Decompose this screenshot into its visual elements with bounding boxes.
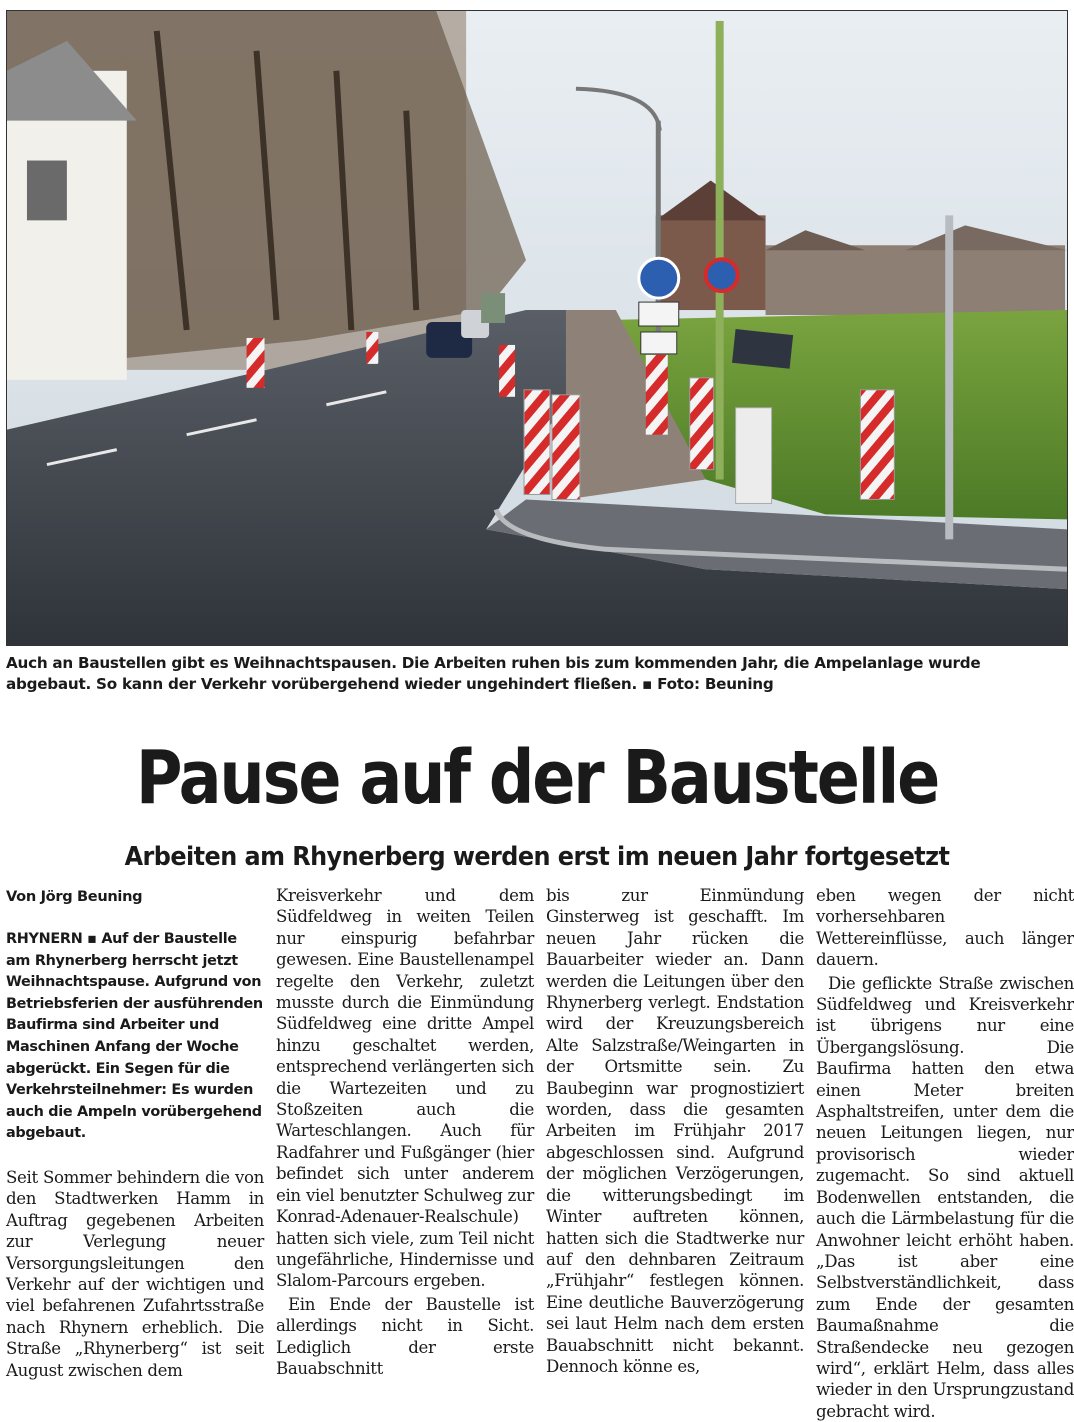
byline: Von Jörg Beuning <box>6 888 143 905</box>
article-photo <box>6 10 1068 646</box>
article-column-4 <box>816 885 1074 1422</box>
photo-caption: Auch an Baustellen gibt es Weihnachtspausen. Die Arbeiten ruhen bis zum kommenden Jahr, die Ampelanlage wurde abgebaut. So kann der Verkehr vorübergehend wieder ungehindert fließen. ▪ Foto: Beuning <box>6 654 981 693</box>
headline: Pause auf der Baustelle <box>135 735 939 821</box>
article-column-2 <box>276 885 534 1379</box>
article-column-3 <box>546 885 804 1377</box>
street-scene-image <box>7 11 1067 645</box>
subheadline: Arbeiten am Rhynerberg werden erst im neuen Jahr fortgesetzt <box>124 842 950 872</box>
body-paragraph: bis zur Einmündung Ginsterweg ist geschafft. Im neuen Jahr rücken die Bauarbeiter wieder an. Dann werden die Leitungen über den Rhynerberg verlegt. Endstation wird der Kreuzungsbereich Alte Salzstraße/Weingarten in der Ortsmitte sein. Zu Baubeginn war prognostiziert worden, dass die gesamten Arbeiten im Frühjahr 2017 abgeschlossen sind. Aufgrund der möglichen Verzögerungen, die witterungsbedingt im Winter auftreten können, hatten sich die Stadtwerke nur auf den dehnbaren Zeitraum „Frühjahr“ festlegen können. Eine deutliche Bauverzögerung sei laut Helm nach dem ersten Bauabschnitt nicht bekannt. Dennoch könne es, <box>546 886 804 1376</box>
article-column-1 <box>6 885 264 1381</box>
body-paragraph: Ein Ende der Baustelle ist allerdings nicht in Sicht. Lediglich der erste Bauabschnitt <box>276 1294 534 1378</box>
body-paragraph: eben wegen der nicht vorhersehbaren Wettereinflüsse, auch länger dauern. <box>816 886 1074 970</box>
lead-paragraph: RHYNERN ▪ Auf der Baustelle am Rhynerberg herrscht jetzt Weihnachtspause. Aufgrund von Betriebsferien der ausführenden Baufirma sind Arbeiter und Maschinen Anfang der Woche abgerückt. Ein Segen für die Verkehrsteilnehmer: Es wurden auch die Ampeln vorübergehend abgebaut. <box>6 931 263 1142</box>
body-paragraph: Seit Sommer behindern die von den Stadtwerken Hamm in Auftrag gegebenen Arbeiten zur Verlegung neuer Versorgungsleitungen den Verkehr auf der wichtigen und viel befahrenen Zufahrtsstraße nach Rhynern erheblich. Die Straße „Rhynerberg“ ist seit August zwischen dem <box>6 1167 264 1380</box>
body-paragraph: Kreisverkehr und dem Südfeldweg in weiten Teilen nur einspurig befahrbar gewesen. Eine Baustellenampel regelte den Verkehr, zuletzt musste durch die Einmündung Südfeldweg eine dritte Ampel hinzu geschaltet werden, entsprechend verlängerten sich die Wartezeiten und zu Stoßzeiten auch die Warteschlangen. Auch für Radfahrer und Fußgänger (hier befindet sich unter anderem ein viel benutzter Schulweg zur Konrad-Adenauer-Realschule) hatten sich viele, zum Teil nicht ungefährliche, Hindernisse und Slalom-Parcours ergeben. <box>276 886 534 1291</box>
body-paragraph: Die geflickte Straße zwischen Südfeldweg und Kreisverkehr ist übrigens nur eine Übergangslösung. Die Baufirma hatten den etwa einen Meter breiten Asphaltstreifen, unter dem die neuen Leitungen liegen, nur provisorisch wieder zugemacht. So sind aktuell Bodenwellen entstanden, die auch die Lärmbelastung für die Anwohner leicht erhöht haben. „Das ist aber eine Selbstverständlichkeit, dass zum Ende der gesamten Baumaßnahme die Straßendecke neu gezogen wird“, erklärt Helm, dass alles wieder in den Ursprungzustand gebracht wird. <box>816 973 1074 1421</box>
